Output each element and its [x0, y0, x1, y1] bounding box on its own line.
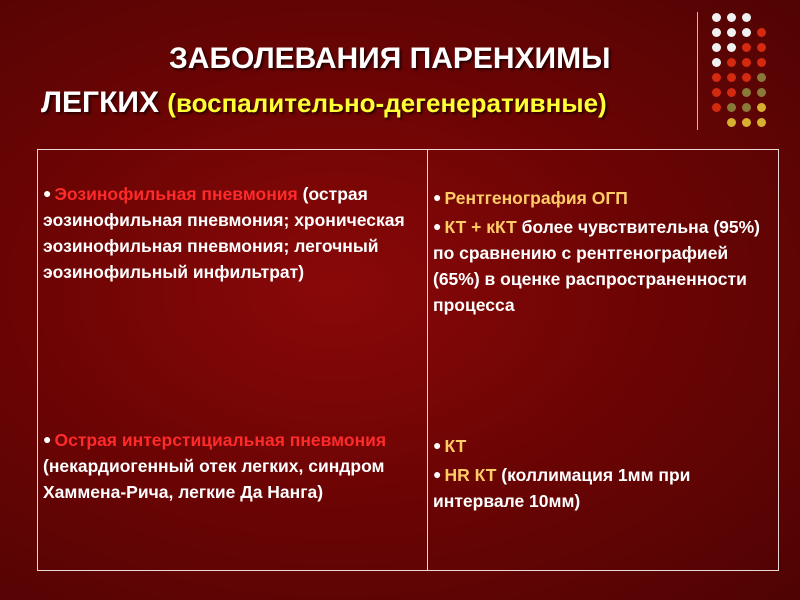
bullet-icon: ●	[433, 437, 442, 453]
item-highlight: HR КТ	[444, 465, 497, 485]
decor-dot	[757, 103, 766, 112]
decor-dot	[742, 43, 751, 52]
bullet-icon: ●	[433, 189, 442, 205]
bullet-icon: ●	[43, 185, 52, 201]
decor-dot	[757, 118, 766, 127]
decor-dot	[712, 13, 721, 22]
list-item	[433, 461, 773, 514]
item-highlight: Острая интерстициальная пневмония	[54, 430, 387, 450]
decor-dot	[757, 73, 766, 82]
decor-vertical-line	[697, 12, 698, 130]
decor-dot	[742, 73, 751, 82]
decor-dot	[757, 28, 766, 37]
title-line-2	[41, 86, 607, 120]
decor-dot	[727, 73, 736, 82]
decor-dot	[742, 13, 751, 22]
decor-dot	[727, 58, 736, 67]
item-text: (острая эозинофильная пневмония; хроническая эозинофильная пневмония; легочный эозинофильный инфильтрат)	[43, 184, 405, 282]
list-item	[433, 213, 763, 318]
item-highlight: Рентгенография ОГП	[444, 188, 628, 208]
decor-dot-grid	[712, 13, 772, 128]
list-item	[433, 184, 763, 211]
title-subtitle: (воспалительно-дегенеративные)	[167, 88, 607, 118]
left-cell-bottom	[43, 426, 423, 505]
title-main: ЛЕГКИХ	[41, 86, 159, 119]
title-line-1: ЗАБОЛЕВАНИЯ ПАРЕНХИМЫ	[169, 42, 611, 75]
decor-dot	[727, 118, 736, 127]
bullet-icon: ●	[433, 218, 442, 234]
decor-dot	[757, 88, 766, 97]
decor-dot	[712, 73, 721, 82]
decor-dot	[757, 43, 766, 52]
decor-dot	[742, 28, 751, 37]
item-highlight: КТ	[444, 436, 467, 456]
decor-dot	[727, 88, 736, 97]
list-item	[433, 432, 773, 459]
decor-dot	[727, 28, 736, 37]
decor-dot	[712, 103, 721, 112]
item-text: более чувствительна (95%) по сравнению с рентгенографией (65%) в оценке распространенности процесса	[433, 217, 761, 315]
decor-dot	[727, 13, 736, 22]
item-text: (некардиогенный отек легких, синдром Хаммена-Рича, легкие Да Нанга)	[43, 456, 385, 502]
bullet-icon: ●	[433, 466, 442, 482]
slide-title	[0, 0, 700, 140]
decor-dot	[712, 43, 721, 52]
item-highlight: Эозинофильная пневмония	[54, 184, 298, 204]
bullet-icon: ●	[43, 431, 52, 447]
item-highlight: КТ + кКТ	[444, 217, 517, 237]
decor-dot	[757, 58, 766, 67]
left-cell-top	[43, 180, 423, 285]
decor-dot	[727, 103, 736, 112]
decor-dot	[712, 88, 721, 97]
decor-dot	[742, 58, 751, 67]
decor-dot	[742, 118, 751, 127]
item-text: (коллимация 1мм при интервале 10мм)	[433, 465, 691, 511]
decor-dot	[742, 88, 751, 97]
decor-dot	[742, 103, 751, 112]
decor-dot	[727, 43, 736, 52]
decor-dot	[712, 58, 721, 67]
right-cell-top	[433, 184, 763, 318]
right-cell-bottom	[433, 432, 773, 514]
decor-dot	[712, 28, 721, 37]
table-column-divider	[427, 149, 428, 571]
